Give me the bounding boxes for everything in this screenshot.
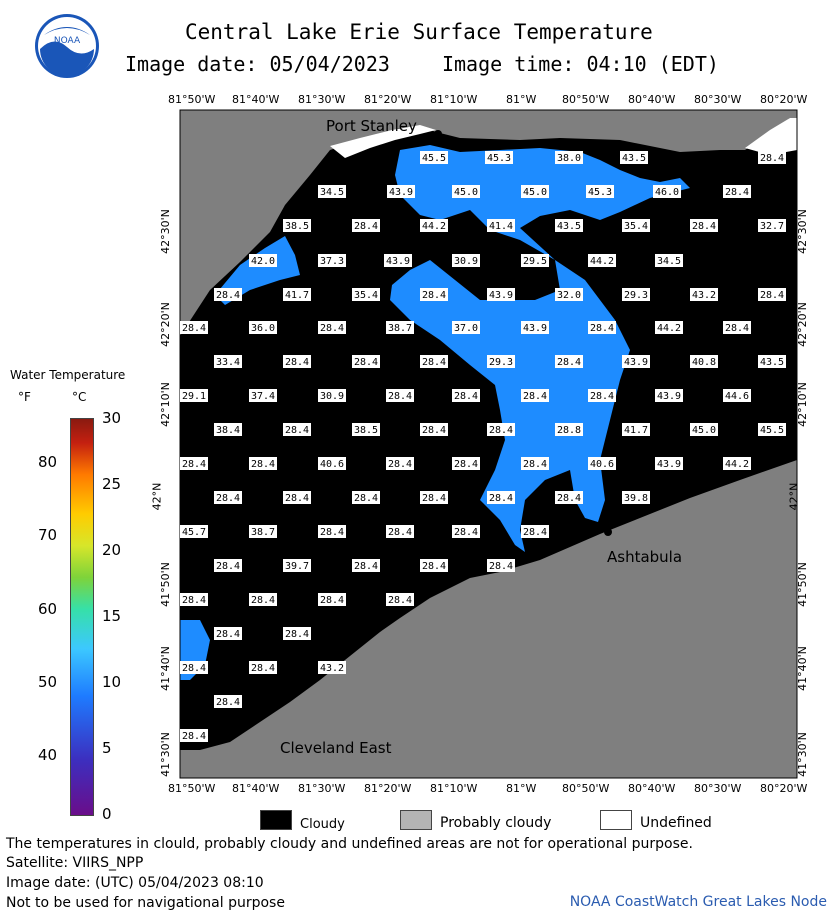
temperature-label	[655, 321, 683, 334]
temperature-value: 29.3	[623, 290, 649, 301]
temperature-value: 28.4	[250, 595, 276, 606]
unit-celsius: °C	[72, 390, 87, 404]
temperature-label	[283, 627, 311, 640]
temperature-label	[487, 219, 515, 232]
temperature-value: 28.4	[284, 629, 310, 640]
temperature-value: 45.0	[522, 187, 548, 198]
temperature-value: 34.5	[319, 187, 345, 198]
key-undefined-label: Undefined	[640, 815, 712, 831]
temperature-label	[214, 423, 242, 436]
temperature-label	[283, 355, 311, 368]
temperature-value: 28.4	[421, 357, 447, 368]
lon-label-bottom: 80°30'W	[694, 782, 742, 795]
temperature-value: 29.3	[488, 357, 514, 368]
temperature-label	[622, 355, 650, 368]
temperature-value: 28.4	[421, 493, 447, 504]
temperature-label	[180, 321, 208, 334]
temperature-label	[214, 695, 242, 708]
lon-label-top: 81°40'W	[232, 93, 280, 106]
temperature-label	[352, 355, 380, 368]
lon-label-bottom: 81°30'W	[298, 782, 346, 795]
temperature-label	[386, 389, 414, 402]
temperature-value: 28.4	[387, 527, 413, 538]
temperature-value: 37.3	[319, 256, 345, 267]
temperature-value: 45.5	[759, 425, 785, 436]
temperature-value: 32.7	[759, 221, 785, 232]
temperature-value: 28.4	[556, 357, 582, 368]
lon-label-bottom: 80°20'W	[760, 782, 808, 795]
temperature-label	[420, 219, 448, 232]
temperature-value: 28.4	[250, 459, 276, 470]
temperature-label	[487, 288, 515, 301]
temperature-label	[588, 457, 616, 470]
temperature-label	[653, 185, 681, 198]
key-probably-cloudy-swatch	[400, 810, 432, 830]
lat-label-right: 42°30'N	[795, 209, 809, 254]
celsius-tick: 25	[102, 475, 122, 493]
temperature-value: 38.5	[353, 425, 379, 436]
temperature-value: 45.3	[486, 153, 512, 164]
temperature-value: 28.4	[353, 357, 379, 368]
temperature-label	[452, 525, 480, 538]
temperature-value: 28.4	[421, 290, 447, 301]
temperature-value: 28.4	[353, 221, 379, 232]
temperature-value: 28.4	[353, 493, 379, 504]
temperature-label	[420, 491, 448, 504]
celsius-tick: 15	[102, 607, 122, 625]
lon-label-top: 80°40'W	[628, 93, 676, 106]
temperature-label	[586, 185, 614, 198]
temperature-label	[283, 423, 311, 436]
temperature-value: 38.7	[250, 527, 276, 538]
temperature-label	[487, 355, 515, 368]
temperature-label	[283, 559, 311, 572]
lon-label-top: 81°20'W	[364, 93, 412, 106]
lon-label-bottom: 81°50'W	[168, 782, 216, 795]
temperature-label	[249, 661, 277, 674]
lon-label-top: 80°50'W	[562, 93, 610, 106]
temperature-value: 44.2	[589, 256, 615, 267]
temperature-label	[588, 389, 616, 402]
temperature-label	[555, 151, 583, 164]
temperature-value: 43.5	[759, 357, 785, 368]
temperature-value: 28.4	[250, 663, 276, 674]
temperature-value: 29.5	[522, 256, 548, 267]
temperature-value: 28.4	[284, 357, 310, 368]
key-undefined-swatch	[600, 810, 632, 830]
temperature-value: 43.2	[691, 290, 717, 301]
temperature-value: 37.0	[453, 323, 479, 334]
temperature-label	[180, 457, 208, 470]
lat-label-right: 41°40'N	[795, 646, 809, 691]
fahrenheit-tick: 60	[38, 599, 58, 618]
temperature-value: 44.2	[421, 221, 447, 232]
page-title: Central Lake Erie Surface Temperature	[185, 20, 653, 44]
temperature-label	[180, 389, 208, 402]
temperature-value: 28.4	[387, 459, 413, 470]
temperature-label	[384, 254, 412, 267]
temperature-value: 28.4	[319, 323, 345, 334]
temperature-label	[487, 423, 515, 436]
temperature-value: 39.8	[623, 493, 649, 504]
temperature-value: 41.7	[623, 425, 649, 436]
temperature-label	[318, 661, 346, 674]
lon-label-top: 81°10'W	[430, 93, 478, 106]
temperature-value: 28.4	[522, 527, 548, 538]
temperature-label	[249, 254, 277, 267]
legend-title: Water Temperature	[10, 368, 126, 382]
temperature-value: 38.4	[215, 425, 241, 436]
temperature-label	[690, 288, 718, 301]
temperature-value: 28.4	[284, 425, 310, 436]
temperature-value: 43.9	[656, 391, 682, 402]
temperature-value: 28.4	[488, 425, 514, 436]
temperature-label	[622, 219, 650, 232]
temperature-value: 28.4	[181, 663, 207, 674]
temperature-label	[690, 423, 718, 436]
fahrenheit-tick: 40	[38, 746, 58, 765]
lon-label-bottom: 80°40'W	[628, 782, 676, 795]
temperature-value: 43.5	[556, 221, 582, 232]
temperature-label	[352, 423, 380, 436]
place-port-stanley: Port Stanley	[326, 117, 417, 135]
temperature-label	[420, 288, 448, 301]
temperature-label	[521, 185, 549, 198]
temperature-value: 40.6	[319, 459, 345, 470]
temperature-value: 40.6	[589, 459, 615, 470]
temperature-value: 43.9	[385, 256, 411, 267]
unit-fahrenheit: °F	[18, 390, 31, 404]
temperature-label	[452, 254, 480, 267]
lon-label-bottom: 80°50'W	[562, 782, 610, 795]
color-bar	[70, 418, 94, 816]
temperature-label	[622, 491, 650, 504]
temperature-value: 36.0	[250, 323, 276, 334]
temperature-value: 46.0	[654, 187, 680, 198]
temperature-label	[655, 457, 683, 470]
temperature-label	[758, 151, 786, 164]
lat-label-right: 42°N	[787, 482, 801, 511]
lat-label-left: 41°40'N	[158, 646, 172, 691]
temperature-label	[452, 457, 480, 470]
temperature-label	[214, 288, 242, 301]
temperature-value: 28.4	[453, 527, 479, 538]
temperature-label	[180, 661, 208, 674]
temperature-value: 40.8	[691, 357, 717, 368]
temperature-value: 28.4	[181, 595, 207, 606]
temperature-value: 43.2	[319, 663, 345, 674]
temperature-value: 45.7	[181, 527, 207, 538]
temperature-value: 28.4	[421, 425, 447, 436]
temperature-value: 28.4	[488, 493, 514, 504]
temperature-value: 28.4	[691, 221, 717, 232]
temperature-value: 28.4	[759, 153, 785, 164]
temperature-value: 28.4	[215, 493, 241, 504]
temperature-label	[352, 559, 380, 572]
temperature-label	[386, 457, 414, 470]
temperature-label	[758, 423, 786, 436]
place-ashtabula: Ashtabula	[607, 548, 683, 566]
temperature-value: 44.6	[724, 391, 750, 402]
temperature-label	[352, 288, 380, 301]
lon-label-bottom: 81°W	[506, 782, 537, 795]
key-cloudy-label: Cloudy	[300, 817, 345, 832]
temperature-value: 35.4	[623, 221, 649, 232]
celsius-tick: 30	[102, 409, 122, 427]
temperature-label	[283, 219, 311, 232]
temperature-label	[386, 593, 414, 606]
temperature-label	[723, 457, 751, 470]
disclaimer: The temperatures in clould, probably cloudy and undefined areas are not for operational purpose.	[6, 836, 693, 852]
lon-label-top: 81°30'W	[298, 93, 346, 106]
temperature-value: 28.4	[387, 595, 413, 606]
fahrenheit-tick: 80	[38, 453, 58, 471]
temperature-value: 43.9	[488, 290, 514, 301]
celsius-tick: 10	[102, 673, 122, 691]
temperature-value: 28.4	[724, 323, 750, 334]
temperature-value: 37.4	[250, 391, 276, 402]
temperature-value: 30.9	[453, 256, 479, 267]
temperature-value: 28.4	[759, 290, 785, 301]
temperature-value: 32.0	[556, 290, 582, 301]
temperature-value: 28.4	[453, 391, 479, 402]
temperature-value: 41.7	[284, 290, 310, 301]
temperature-value: 28.8	[556, 425, 582, 436]
celsius-tick: 20	[102, 541, 122, 559]
temperature-label	[655, 254, 683, 267]
temperature-value: 43.9	[623, 357, 649, 368]
temperature-value: 44.2	[724, 459, 750, 470]
temperature-label	[318, 389, 346, 402]
temperature-label	[180, 593, 208, 606]
temperature-label	[487, 559, 515, 572]
temperature-label	[487, 491, 515, 504]
temperature-label	[723, 321, 751, 334]
temperature-label	[386, 525, 414, 538]
temperature-label	[555, 288, 583, 301]
satellite: Satellite: VIIRS_NPP	[6, 855, 144, 871]
temperature-value: 28.4	[319, 527, 345, 538]
temperature-value: 42.0	[250, 256, 276, 267]
temperature-value: 28.4	[387, 391, 413, 402]
temperature-label	[249, 593, 277, 606]
temperature-value: 28.4	[353, 561, 379, 572]
temperature-value: 43.9	[656, 459, 682, 470]
temperature-value: 28.4	[181, 459, 207, 470]
temperature-value: 34.5	[656, 256, 682, 267]
lat-label-right: 41°30'N	[795, 732, 809, 777]
temperature-value: 35.4	[353, 290, 379, 301]
temperature-label	[420, 355, 448, 368]
lat-label-left: 42°N	[150, 482, 164, 511]
temperature-label	[622, 423, 650, 436]
celsius-tick: 0	[102, 805, 112, 823]
fahrenheit-tick: 70	[38, 526, 58, 545]
ashtabula-marker	[604, 528, 612, 536]
temperature-value: 38.0	[556, 153, 582, 164]
temperature-value: 39.7	[284, 561, 310, 572]
utc-date: Image date: (UTC) 05/04/2023 08:10	[6, 875, 264, 891]
place-cleveland-east: Cleveland East	[280, 739, 392, 757]
temperature-label	[420, 151, 448, 164]
temperature-label	[318, 525, 346, 538]
temperature-label	[655, 389, 683, 402]
temperature-label	[758, 288, 786, 301]
temperature-value: 28.4	[522, 459, 548, 470]
temperature-label	[249, 389, 277, 402]
temperature-label	[521, 525, 549, 538]
temperature-label	[690, 219, 718, 232]
temperature-label	[452, 389, 480, 402]
temperature-value: 29.1	[181, 391, 207, 402]
temperature-value: 28.4	[488, 561, 514, 572]
temperature-value: 45.0	[691, 425, 717, 436]
temperature-value: 28.4	[284, 493, 310, 504]
celsius-tick: 5	[102, 739, 112, 757]
temperature-label	[318, 321, 346, 334]
image-time: Image time: 04:10 (EDT)	[441, 52, 719, 76]
lon-label-bottom: 81°10'W	[430, 782, 478, 795]
temperature-label	[249, 525, 277, 538]
temperature-label	[452, 185, 480, 198]
temperature-label	[485, 151, 513, 164]
temperature-value: 38.7	[387, 323, 413, 334]
temperature-label	[521, 389, 549, 402]
temperature-value: 28.4	[589, 391, 615, 402]
temperature-label	[352, 491, 380, 504]
lon-label-top: 81°W	[506, 93, 537, 106]
temperature-label	[249, 457, 277, 470]
temperature-value: 43.9	[522, 323, 548, 334]
temperature-label	[758, 355, 786, 368]
temperature-label	[387, 185, 415, 198]
temperature-label	[180, 525, 208, 538]
temperature-value: 45.3	[587, 187, 613, 198]
temperature-label	[723, 389, 751, 402]
temperature-label	[214, 627, 242, 640]
temperature-value: 43.5	[621, 153, 647, 164]
temperature-label	[420, 423, 448, 436]
temperature-value: 28.4	[522, 391, 548, 402]
navigation-note: Not to be used for navigational purpose	[6, 895, 285, 911]
temperature-label	[452, 321, 480, 334]
temperature-value: 28.4	[215, 290, 241, 301]
temperature-label	[352, 219, 380, 232]
lat-label-right: 42°20'N	[795, 302, 809, 347]
node-credit: NOAA CoastWatch Great Lakes Node	[569, 894, 827, 910]
key-cloudy-swatch	[260, 810, 292, 830]
temperature-value: 28.4	[215, 697, 241, 708]
image-date: Image date: 05/04/2023	[125, 52, 390, 76]
temperature-label	[214, 491, 242, 504]
temperature-label	[521, 254, 549, 267]
lat-label-left: 42°30'N	[158, 209, 172, 254]
temperature-label	[214, 559, 242, 572]
temperature-label	[283, 491, 311, 504]
port-stanley-marker	[434, 130, 442, 138]
temperature-value: 28.4	[421, 561, 447, 572]
lat-label-right: 42°10'N	[795, 382, 809, 427]
temperature-value: 41.4	[488, 221, 514, 232]
temperature-value: 28.4	[181, 731, 207, 742]
temperature-value: 33.4	[215, 357, 241, 368]
temperature-label	[386, 321, 414, 334]
temperature-label	[180, 729, 208, 742]
temperature-value: 28.4	[724, 187, 750, 198]
temperature-label	[283, 288, 311, 301]
temperature-label	[758, 219, 786, 232]
temperature-value: 44.2	[656, 323, 682, 334]
temperature-label	[555, 491, 583, 504]
temperature-value: 28.4	[453, 459, 479, 470]
temperature-value: 28.4	[556, 493, 582, 504]
lon-label-top: 80°20'W	[760, 93, 808, 106]
lat-label-left: 41°50'N	[158, 562, 172, 607]
lon-label-top: 81°50'W	[168, 93, 216, 106]
temperature-value: 28.4	[215, 629, 241, 640]
lon-label-bottom: 81°40'W	[232, 782, 280, 795]
temperature-value: 28.4	[181, 323, 207, 334]
lon-label-top: 80°30'W	[694, 93, 742, 106]
temperature-label	[588, 254, 616, 267]
temperature-label	[214, 355, 242, 368]
temperature-label	[318, 254, 346, 267]
temperature-label	[521, 457, 549, 470]
temperature-label	[249, 321, 277, 334]
temperature-label	[318, 185, 346, 198]
temperature-label	[620, 151, 648, 164]
temperature-label	[690, 355, 718, 368]
lon-label-bottom: 81°20'W	[364, 782, 412, 795]
temperature-value: 45.5	[421, 153, 447, 164]
temperature-label	[723, 185, 751, 198]
temperature-label	[588, 321, 616, 334]
temperature-label	[318, 593, 346, 606]
temperature-value: 38.5	[284, 221, 310, 232]
lat-label-right: 41°50'N	[795, 562, 809, 607]
temperature-value: 28.4	[589, 323, 615, 334]
lat-label-left: 42°10'N	[158, 382, 172, 427]
fahrenheit-tick: 50	[38, 673, 58, 691]
temperature-label	[420, 559, 448, 572]
temperature-label	[318, 457, 346, 470]
temperature-value: 30.9	[319, 391, 345, 402]
temperature-label	[555, 355, 583, 368]
temperature-value: 28.4	[319, 595, 345, 606]
temperature-value: 43.9	[388, 187, 414, 198]
temperature-label	[521, 321, 549, 334]
key-probably-cloudy-label: Probably cloudy	[440, 815, 552, 831]
temperature-label	[622, 288, 650, 301]
lat-label-left: 42°20'N	[158, 302, 172, 347]
temperature-label	[555, 219, 583, 232]
temperature-value: 28.4	[215, 561, 241, 572]
lat-label-left: 41°30'N	[158, 732, 172, 777]
temperature-label	[555, 423, 583, 436]
svg-text:NOAA: NOAA	[53, 36, 81, 46]
temperature-value: 45.0	[453, 187, 479, 198]
